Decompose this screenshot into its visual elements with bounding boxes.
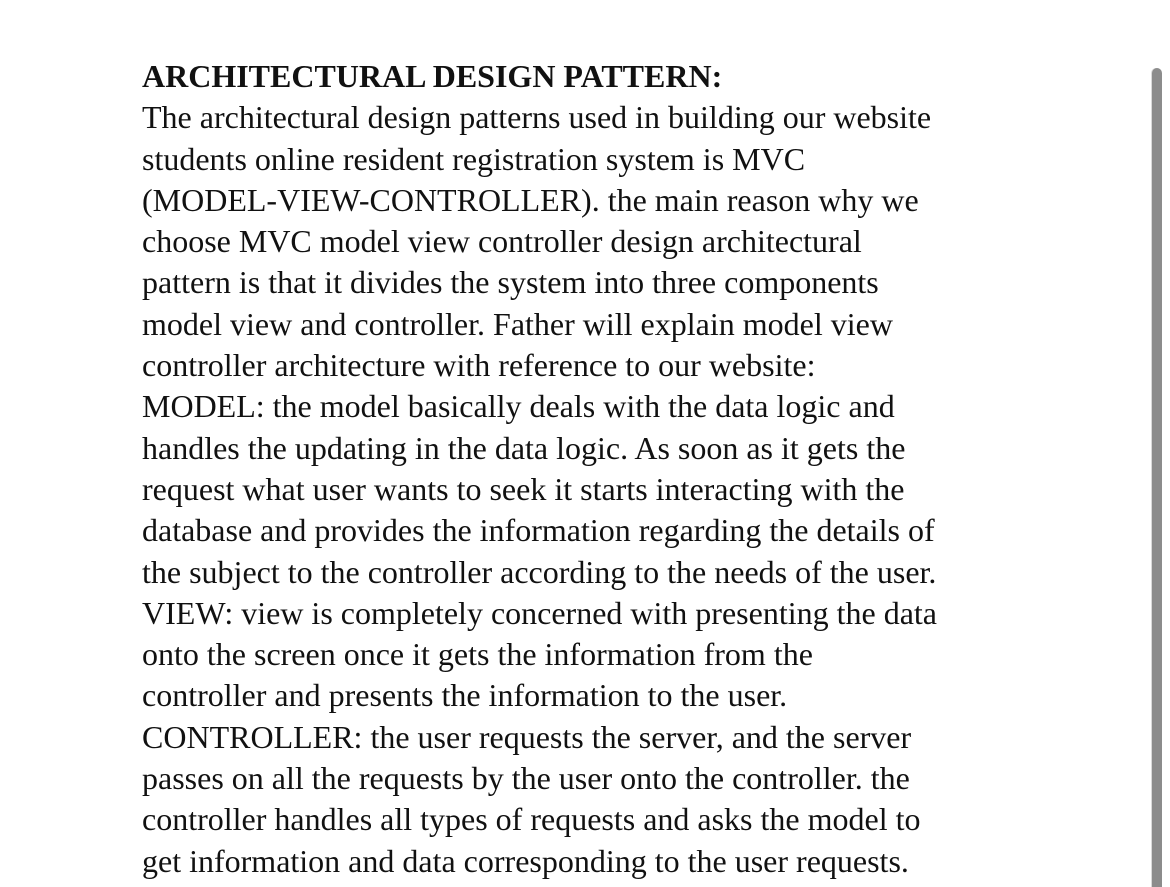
body-line: request what user wants to seek it starts interacting with the [142, 470, 905, 507]
body-line: controller handles all types of requests and asks the model to [142, 801, 921, 838]
body-line: The architectural design patterns used in building our website [142, 99, 932, 136]
body-line: (MODEL-VIEW-CONTROLLER). the main reason why we [142, 181, 919, 218]
body-line: students online resident registration system is MVC [142, 140, 806, 177]
body-line: model view and controller. Father will explain model view [142, 305, 893, 342]
body-line: choose MVC model view controller design architectural [142, 223, 862, 260]
body-line: controller and presents the information to the user. [142, 677, 788, 714]
vertical-scrollbar[interactable] [1152, 68, 1162, 887]
body-line: MODEL: the model basically deals with the data logic and [142, 388, 895, 425]
body-line: database and provides the information regarding the details of [142, 512, 935, 549]
body-line: pattern is that it divides the system into three components [142, 264, 879, 301]
body-line: CONTROLLER: the user requests the server, and the server [142, 718, 912, 755]
body-line: VIEW: view is completely concerned with presenting the data [142, 594, 937, 631]
body-line: get information and data corresponding to the user requests. [142, 842, 909, 879]
body-line: the subject to the controller according to the needs of the user. [142, 553, 937, 590]
body-line: controller architecture with reference to our website: [142, 347, 816, 384]
body-line: passes on all the requests by the user onto the controller. the [142, 760, 910, 797]
section-heading: ARCHITECTURAL DESIGN PATTERN: [142, 58, 723, 94]
document-body [142, 56, 1042, 882]
body-line: handles the updating in the data logic. As soon as it gets the [142, 429, 906, 466]
body-line: onto the screen once it gets the information from the [142, 636, 813, 673]
